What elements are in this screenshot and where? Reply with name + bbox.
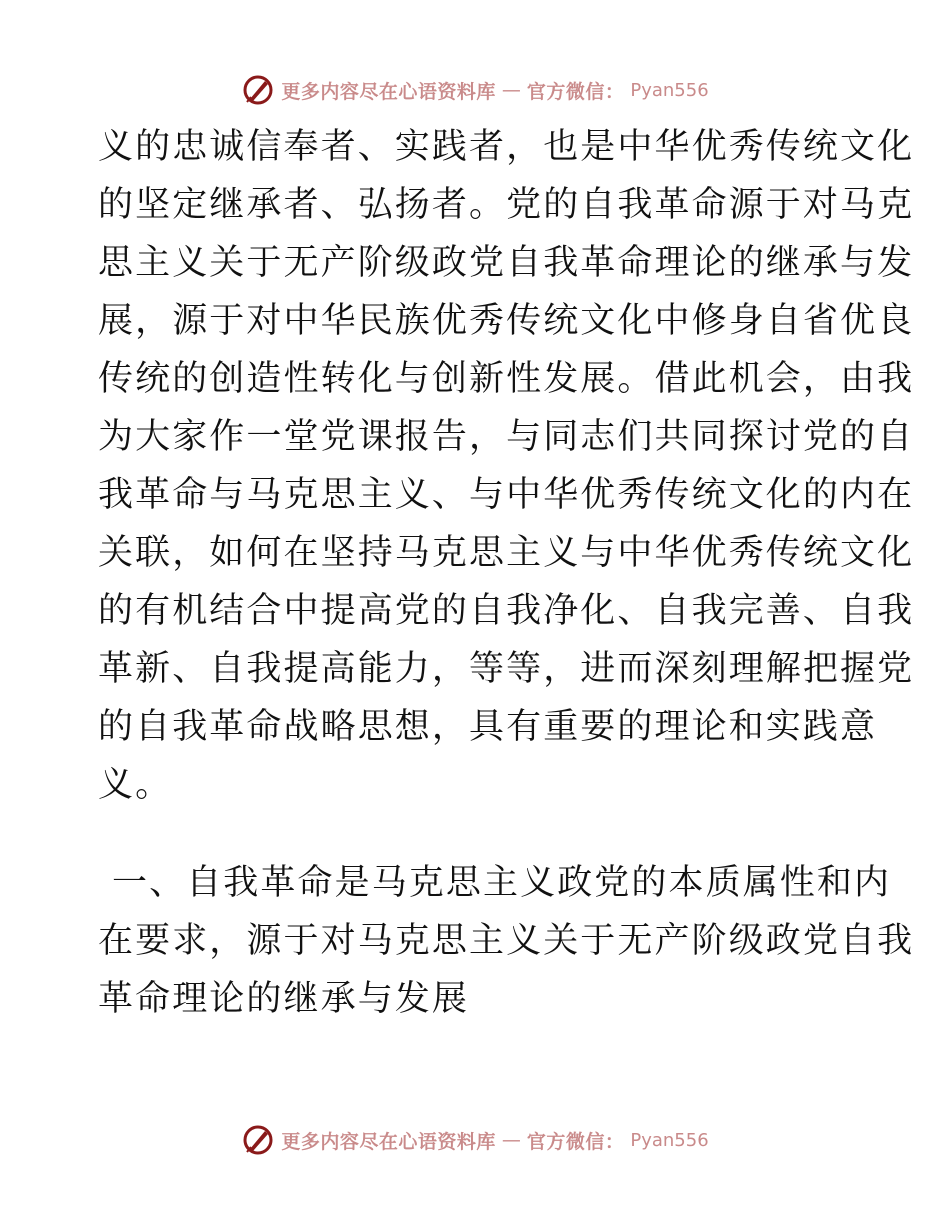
watermark-wechat-id: Pyan556 bbox=[630, 79, 709, 101]
paragraph-line: 义的忠诚信奉者、实践者，也是中华优秀传统文化 bbox=[98, 127, 915, 167]
document-body bbox=[98, 118, 915, 1028]
section-heading bbox=[98, 854, 915, 1028]
heading-line: 革命理论的继承与发展 bbox=[98, 979, 470, 1019]
watermark-separator: — bbox=[501, 1129, 521, 1151]
heading-line: 一、自我革命是马克思主义政党的本质属性和内 bbox=[112, 863, 892, 903]
heading-line: 在要求，源于对马克思主义关于无产阶级政党自我 bbox=[98, 921, 915, 961]
watermark-separator: — bbox=[501, 79, 521, 101]
paragraph-line: 传统的创造性转化与创新性发展。借此机会，由我 bbox=[98, 359, 915, 399]
watermark-wechat-label: 官方微信： bbox=[526, 1130, 625, 1153]
paragraph-line: 义。 bbox=[98, 765, 173, 805]
watermark-wechat-id: Pyan556 bbox=[630, 1129, 709, 1151]
header-watermark bbox=[0, 70, 950, 110]
paragraph-line: 的有机结合中提高党的自我净化、自我完善、自我 bbox=[98, 591, 915, 631]
watermark-wechat-label: 官方微信： bbox=[526, 80, 625, 103]
quill-pen-logo-icon bbox=[241, 73, 275, 107]
watermark-site-text: 更多内容尽在心语资料库 bbox=[281, 1130, 496, 1153]
paragraph-line: 思主义关于无产阶级政党自我革命理论的继承与发 bbox=[98, 243, 915, 283]
footer-watermark bbox=[0, 1120, 950, 1160]
paragraph-line: 革新、自我提高能力，等等，进而深刻理解把握党 bbox=[98, 649, 915, 689]
paragraph bbox=[98, 118, 915, 814]
paragraph-line: 我革命与马克思主义、与中华优秀传统文化的内在 bbox=[98, 475, 915, 515]
paragraph-line: 关联，如何在坚持马克思主义与中华优秀传统文化 bbox=[98, 533, 915, 573]
paragraph-line: 为大家作一堂党课报告，与同志们共同探讨党的自 bbox=[98, 417, 915, 457]
paragraph-line: 的坚定继承者、弘扬者。党的自我革命源于对马克 bbox=[98, 185, 915, 225]
paragraph-line: 的自我革命战略思想，具有重要的理论和实践意 bbox=[98, 707, 878, 747]
quill-pen-logo-icon bbox=[241, 1123, 275, 1157]
section-spacer bbox=[98, 814, 854, 854]
watermark-site-text: 更多内容尽在心语资料库 bbox=[281, 80, 496, 103]
paragraph-line: 展，源于对中华民族优秀传统文化中修身自省优良 bbox=[98, 301, 915, 341]
